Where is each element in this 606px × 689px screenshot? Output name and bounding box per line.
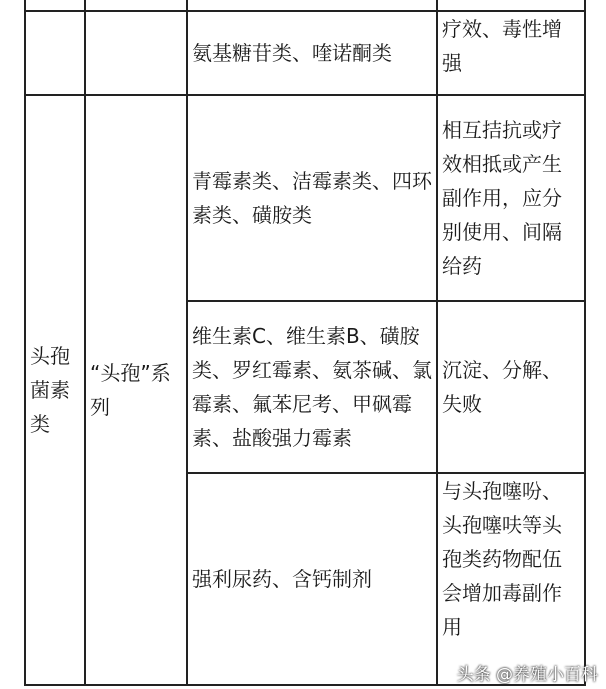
table-row bbox=[25, 11, 585, 95]
group-name-cell: 头孢菌素类 bbox=[25, 95, 85, 685]
table-cell bbox=[437, 0, 585, 11]
table-row bbox=[25, 0, 585, 11]
table-cell bbox=[85, 11, 187, 95]
effect-cell: 相互拮抗或疗效相抵或产生副作用，应分别使用、间隔给药 bbox=[437, 95, 585, 301]
effect-cell: 疗效、毒性增强 bbox=[437, 11, 585, 95]
drug-cell: 青霉素类、洁霉素类、四环素类、磺胺类 bbox=[187, 95, 437, 301]
table-cell bbox=[25, 11, 85, 95]
table-cell bbox=[85, 0, 187, 11]
table-cell bbox=[187, 0, 437, 11]
drug-cell: 强利尿药、含钙制剂 bbox=[187, 473, 437, 685]
table-row bbox=[25, 95, 585, 301]
table-cell bbox=[25, 0, 85, 11]
watermark: 头条 @养殖小百科 bbox=[456, 665, 598, 685]
effect-cell: 与头孢噻吩、头孢噻呋等头孢类药物配伍会增加毒副作用 bbox=[437, 473, 585, 685]
series-name-cell: “头孢”系列 bbox=[85, 95, 187, 685]
drug-interaction-table bbox=[24, 0, 586, 686]
drug-cell: 维生素C、维生素B、磺胺类、罗红霉素、氨茶碱、氯霉素、氟苯尼考、甲砜霉素、盐酸强力霉素 bbox=[187, 301, 437, 473]
drug-cell: 氨基糖苷类、喹诺酮类 bbox=[187, 11, 437, 95]
effect-cell: 沉淀、分解、失败 bbox=[437, 301, 585, 473]
